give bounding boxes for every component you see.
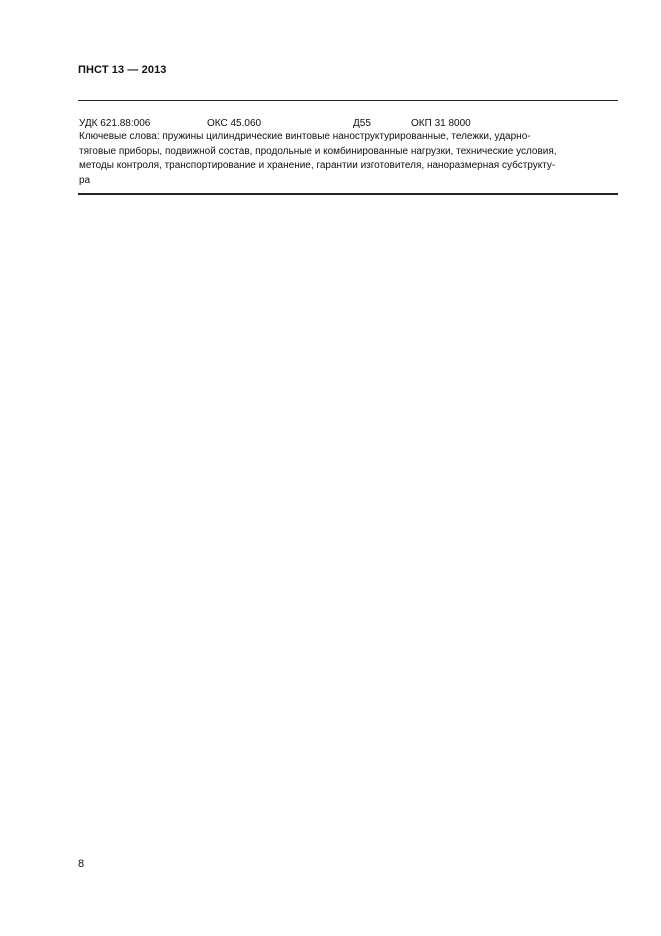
keywords-block [79, 130, 619, 188]
keywords-line: тяговые приборы, подвижной состав, продольные и комбинированные нагрузки, технические условия, [79, 145, 557, 157]
keywords-line: методы контроля, транспортирование и хранение, гарантии изготовителя, наноразмерная субструкту- [79, 160, 556, 171]
bottom-divider [78, 193, 618, 195]
keywords-line: ра [79, 174, 91, 186]
document-header: ПНСТ 13 — 2013 [78, 64, 167, 76]
classification-row [0, 117, 661, 130]
oks-code: ОКС 45.060 [207, 118, 262, 129]
keywords-line: Ключевые слова: пружины цилиндрические винтовые наноструктурированные, тележки, ударно- [79, 131, 531, 142]
group-code: Д55 [353, 118, 371, 129]
page-number: 8 [78, 858, 85, 870]
top-divider [78, 100, 618, 101]
okp-code: ОКП 31 8000 [411, 118, 471, 129]
udk-code: УДК 621.88:006 [79, 118, 151, 129]
